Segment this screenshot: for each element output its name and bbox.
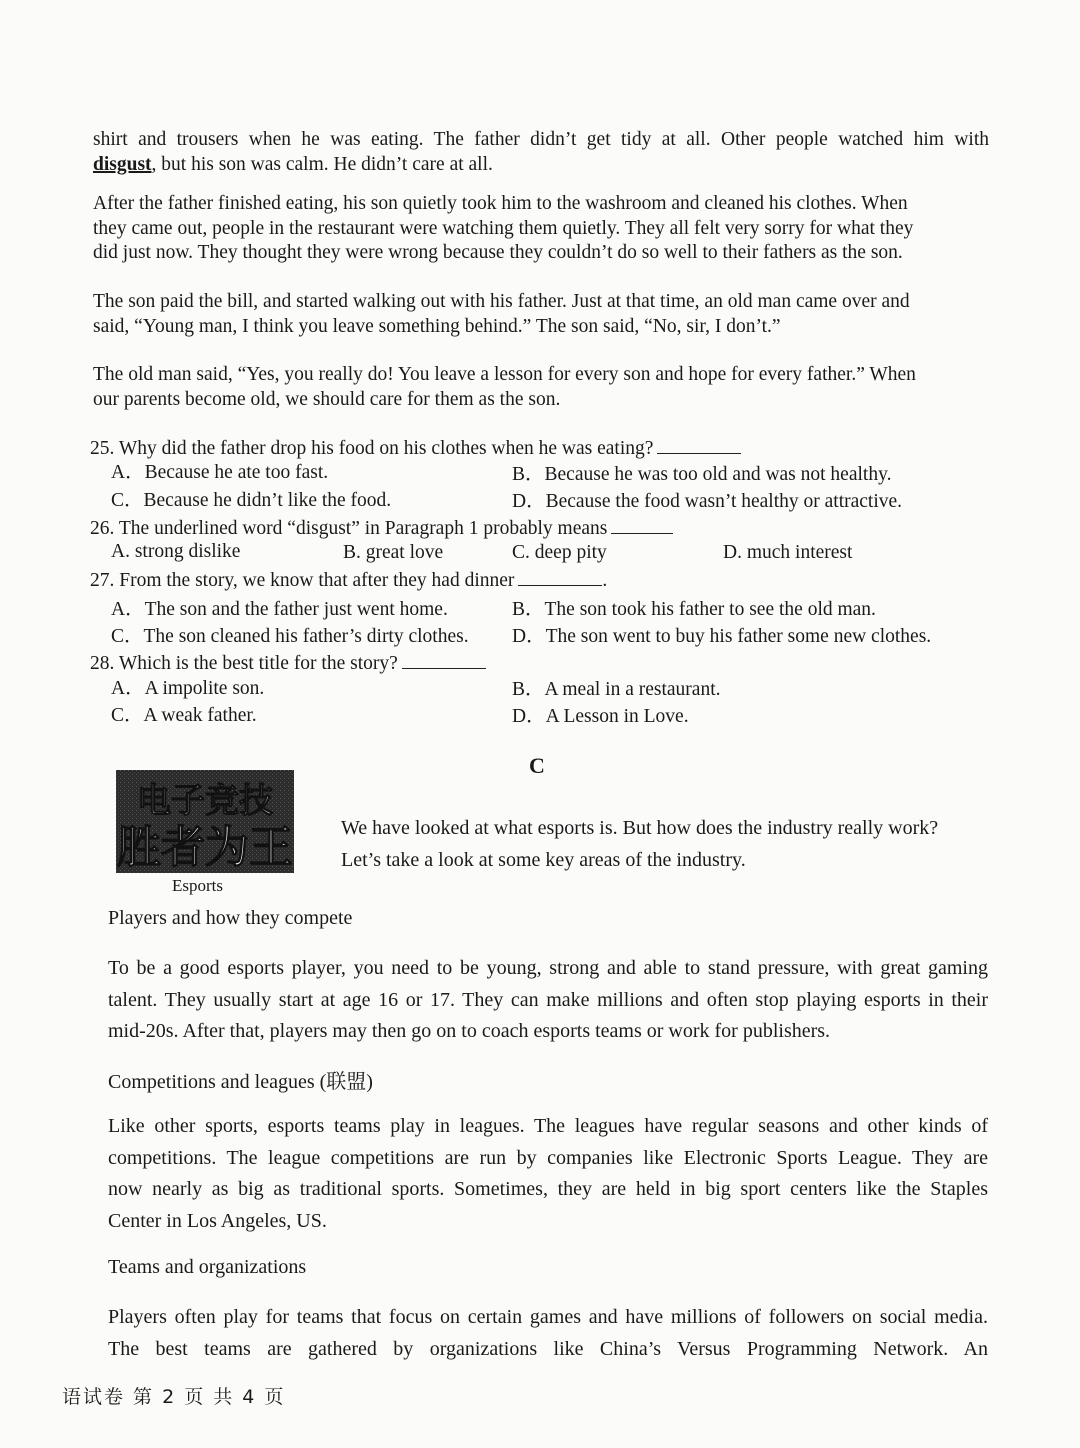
body-line: competitions. The league competitions are run by companies like Electronic Sports League. They are bbox=[108, 1146, 988, 1169]
question-25-stem bbox=[90, 435, 741, 462]
question-27-option-b: B．The son took his father to see the old man. bbox=[512, 599, 876, 620]
question-26-stem bbox=[90, 515, 673, 542]
question-28-option-a: A．A impolite son. bbox=[111, 678, 265, 699]
paragraph-2-line-1: After the father finished eating, his son quietly took him to the washroom and cleaned his clothes. When bbox=[93, 193, 908, 214]
underlined-word-disgust: disgust bbox=[93, 153, 152, 175]
paragraph-4-line-1: The old man said, “Yes, you really do! You leave a lesson for every son and hope for every father.” When bbox=[93, 364, 916, 385]
paragraph-2-line-2: they came out, people in the restaurant were watching them quietly. They all felt very sorry for what they bbox=[93, 217, 914, 239]
body-line: now nearly as big as traditional sports. Sometimes, they are held in big sport centers like the Staples bbox=[108, 1178, 988, 1200]
body-line: Center in Los Angeles, US. bbox=[108, 1209, 327, 1232]
paragraph-1-line-2-rest: , but his son was calm. He didn’t care at all. bbox=[151, 153, 493, 175]
question-28-option-c: C．A weak father. bbox=[111, 705, 257, 726]
intro-line-2: Let’s take a look at some key areas of the industry. bbox=[341, 849, 746, 871]
intro-line-1: We have looked at what esports is. But how does the industry really work? bbox=[341, 817, 939, 839]
question-27-text: 27. From the story, we know that after they had dinner bbox=[90, 570, 515, 591]
section-body-teams bbox=[108, 1302, 988, 1365]
paragraph-1-line-2 bbox=[93, 153, 989, 178]
image-title-line-1: 电子竞技 bbox=[137, 781, 273, 821]
body-line: To be a good esports player, you need to be young, strong and able to stand pressure, with great gaming bbox=[108, 957, 988, 979]
section-heading-c: C bbox=[529, 753, 545, 778]
intro-paragraph bbox=[341, 812, 938, 876]
paragraph-2-line-3: did just now. They thought they were wrong because they couldn’t do so well to their fathers as the son. bbox=[93, 242, 903, 263]
question-25-option-c: C．Because he didn’t like the food. bbox=[111, 490, 392, 511]
question-26-option-c: C. deep pity bbox=[512, 542, 607, 563]
answer-blank[interactable] bbox=[657, 435, 741, 454]
paragraph-1 bbox=[93, 128, 989, 177]
answer-blank[interactable] bbox=[611, 515, 673, 534]
image-title-line-2: 胜者为王 bbox=[117, 822, 293, 873]
image-caption: Esports bbox=[172, 876, 223, 895]
esports-graphic bbox=[116, 770, 294, 873]
body-line: Players often play for teams that focus on certain games and have millions of followers on social media. bbox=[108, 1306, 988, 1328]
paragraph-4 bbox=[93, 363, 989, 412]
question-25-option-d: D．Because the food wasn’t healthy or attractive. bbox=[512, 491, 903, 512]
body-line: Like other sports, esports teams play in leagues. The leagues have regular seasons and other kinds of bbox=[108, 1115, 988, 1137]
page-footer: 语试卷 第 2 页 共 4 页 bbox=[62, 1386, 286, 1408]
body-line: mid-20s. After that, players may then go on to coach esports teams or work for publishers. bbox=[108, 1020, 831, 1042]
paragraph-3-line-2: said, “Young man, I think you leave something behind.” The son said, “No, sir, I don’t.” bbox=[93, 315, 781, 337]
question-28-option-b: B．A meal in a restaurant. bbox=[512, 679, 721, 700]
question-28-stem bbox=[90, 650, 486, 677]
question-26-option-b: B. great love bbox=[343, 542, 444, 563]
section-title-players: Players and how they compete bbox=[108, 907, 353, 929]
paragraph-1-line-1: shirt and trousers when he was eating. The father didn’t get tidy at all. Other people watched him with bbox=[93, 129, 989, 150]
question-26-option-d: D. much interest bbox=[723, 542, 853, 563]
paragraph-3 bbox=[93, 290, 989, 339]
paragraph-3-line-1: The son paid the bill, and started walking out with his father. Just at that time, an old man came over and bbox=[93, 291, 910, 312]
paragraph-2 bbox=[93, 192, 989, 266]
question-28-option-d: D．A Lesson in Love. bbox=[512, 706, 689, 727]
question-28-text: 28. Which is the best title for the story? bbox=[90, 653, 398, 674]
body-line: talent. They usually start at age 16 or 17. They can make millions and often stop playing esports in their bbox=[108, 988, 988, 1011]
section-title-competitions: Competitions and leagues (联盟) bbox=[108, 1071, 373, 1093]
body-line: The best teams are gathered by organizations like China’s Versus Programming Network. An bbox=[108, 1337, 988, 1360]
question-25-option-b: B．Because he was too old and was not healthy. bbox=[512, 464, 892, 485]
question-26-option-a: A. strong dislike bbox=[111, 541, 241, 562]
section-body-competitions bbox=[108, 1111, 988, 1237]
question-26-text: 26. The underlined word “disgust” in Paragraph 1 probably means bbox=[90, 518, 608, 539]
question-25-text: 25. Why did the father drop his food on his clothes when he was eating? bbox=[90, 438, 654, 459]
section-title-teams: Teams and organizations bbox=[108, 1256, 307, 1278]
question-27-option-c: C．The son cleaned his father’s dirty clothes. bbox=[111, 626, 469, 647]
esports-image bbox=[116, 770, 294, 873]
answer-blank[interactable] bbox=[402, 650, 486, 669]
question-27-option-d: D．The son went to buy his father some new clothes. bbox=[512, 626, 932, 647]
answer-blank[interactable] bbox=[518, 567, 602, 586]
question-27-stem: 27. From the story, we know that after they had dinner . bbox=[90, 567, 607, 594]
section-body-players bbox=[108, 953, 988, 1048]
question-27-option-a: A．The son and the father just went home. bbox=[111, 599, 448, 620]
question-25-option-a: A．Because he ate too fast. bbox=[111, 462, 329, 483]
paragraph-4-line-2: our parents become old, we should care for them as the son. bbox=[93, 388, 561, 410]
